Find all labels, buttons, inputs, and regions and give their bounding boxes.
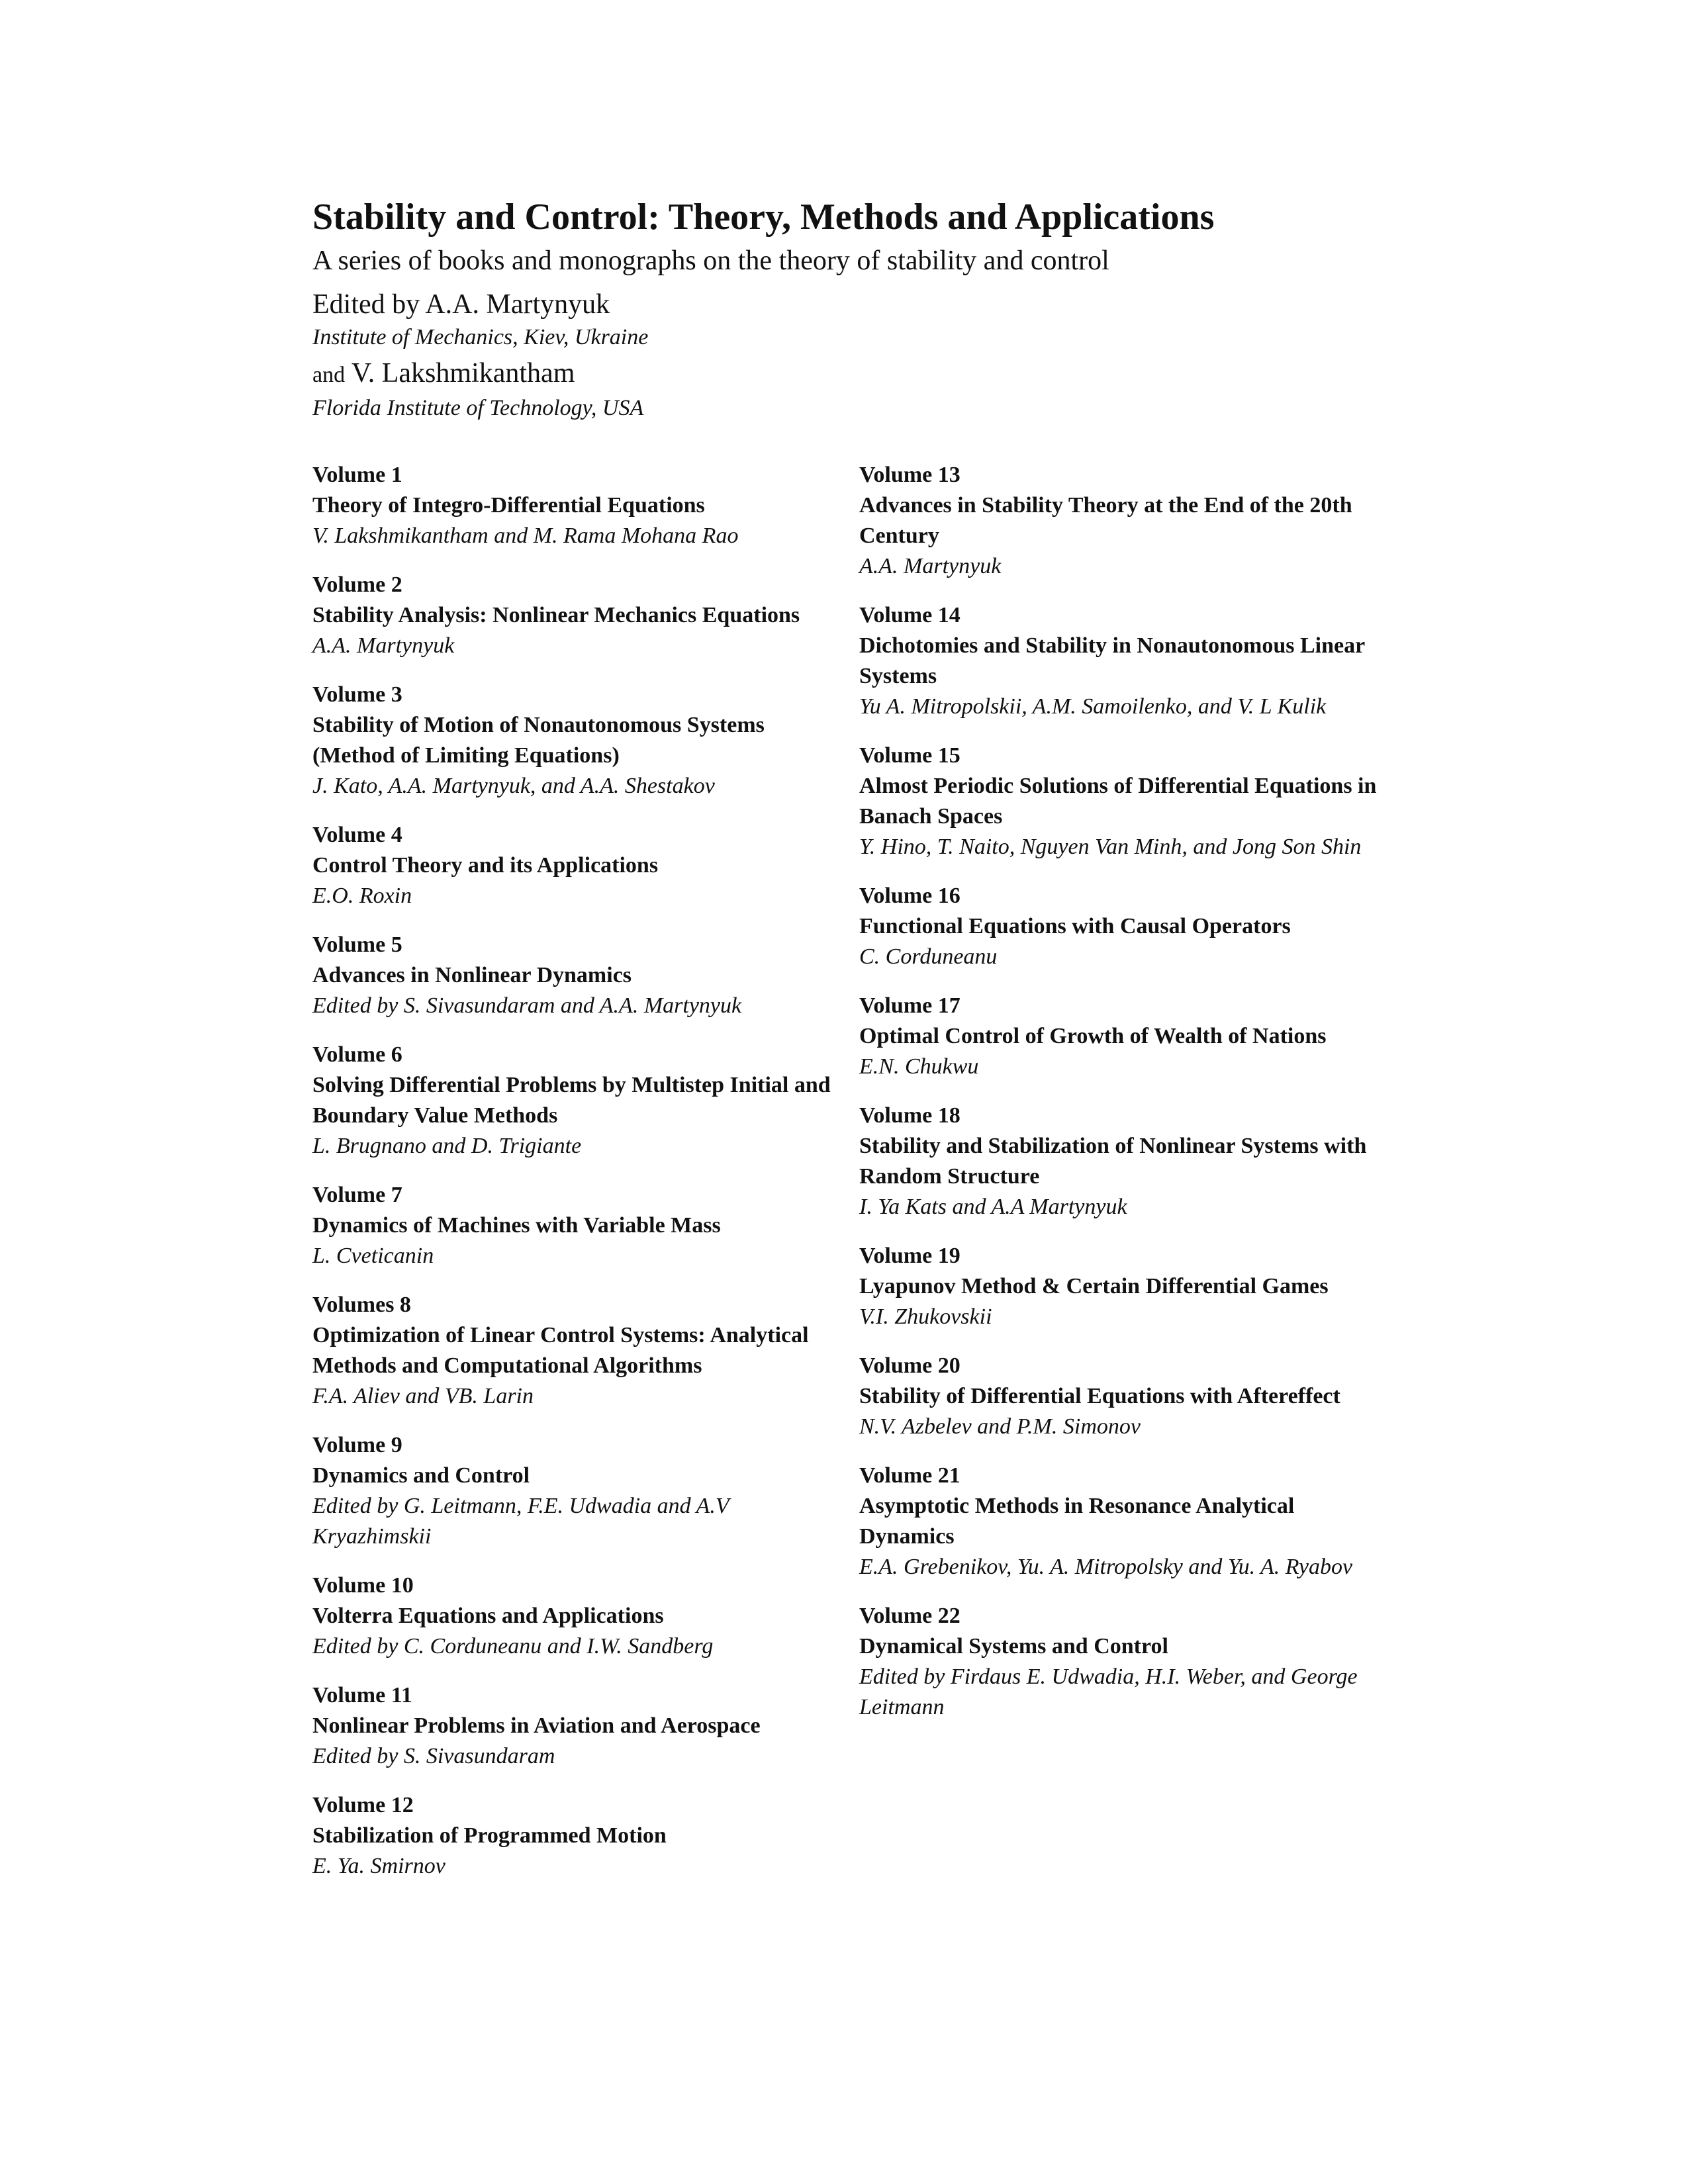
volume-entry — [312, 930, 842, 1021]
volume-entry — [312, 460, 842, 551]
volume-title: Nonlinear Problems in Aviation and Aerospace — [312, 1713, 761, 1738]
volume-authors: Edited by Firdaus E. Udwadia, H.I. Weber, and George Leitmann — [859, 1664, 1358, 1719]
series-title: Stability and Control: Theory, Methods and Applications — [312, 197, 1215, 238]
volume-authors: Edited by C. Corduneanu and I.W. Sandberg — [312, 1634, 714, 1659]
volume-authors: L. Cveticanin — [312, 1244, 434, 1268]
editor-1-prefix: Edited by — [312, 289, 420, 320]
volume-authors: E.O. Roxin — [312, 884, 412, 908]
volume-authors: Yu A. Mitropolskii, A.M. Samoilenko, and V. L Kulik — [859, 694, 1327, 719]
volume-title: Stability and Stabilization of Nonlinear Systems with Random Structure — [859, 1134, 1367, 1189]
editor-1 — [312, 287, 1438, 322]
volume-label: Volume 19 — [859, 1244, 961, 1268]
volume-label: Volume 2 — [312, 572, 402, 597]
volume-authors: C. Corduneanu — [859, 944, 998, 969]
volume-authors: N.V. Azbelev and P.M. Simonov — [859, 1414, 1141, 1439]
volume-entry — [312, 1290, 842, 1412]
volume-entry — [859, 881, 1389, 972]
volume-authors: V. Lakshmikantham and M. Rama Mohana Rao — [312, 523, 739, 548]
volume-authors: E.A. Grebenikov, Yu. A. Mitropolsky and Yu. A. Ryabov — [859, 1555, 1353, 1579]
volume-authors: V.I. Zhukovskii — [859, 1304, 992, 1329]
volume-entry — [859, 991, 1389, 1082]
volume-entry — [312, 680, 842, 801]
editor-2 — [312, 356, 1438, 392]
volume-title: Volterra Equations and Applications — [312, 1604, 664, 1628]
volume-label: Volume 12 — [312, 1793, 414, 1817]
volume-label: Volume 22 — [859, 1604, 961, 1628]
volume-authors: L. Brugnano and D. Trigiante — [312, 1134, 582, 1158]
volume-entry — [859, 600, 1389, 722]
volume-label: Volume 18 — [859, 1103, 961, 1128]
volume-label: Volume 20 — [859, 1353, 961, 1378]
volume-entry — [312, 1570, 842, 1662]
volume-title: Advances in Nonlinear Dynamics — [312, 963, 632, 987]
volume-entry — [312, 820, 842, 911]
volume-label: Volume 17 — [859, 993, 961, 1018]
volume-authors: E. Ya. Smirnov — [312, 1854, 445, 1878]
volume-entry — [312, 1040, 842, 1161]
editor-2-name: V. Lakshmikantham — [351, 358, 575, 388]
volume-authors: I. Ya Kats and A.A Martynyuk — [859, 1195, 1127, 1219]
volume-label: Volume 1 — [312, 463, 402, 487]
volume-entry — [312, 1680, 842, 1772]
editor-1-name: A.A. Martynyuk — [425, 289, 610, 320]
volume-entry — [859, 460, 1389, 582]
volume-label: Volume 7 — [312, 1183, 402, 1207]
volume-entry — [859, 1101, 1389, 1222]
volume-entry — [312, 1180, 842, 1271]
volume-authors: Edited by S. Sivasundaram — [312, 1744, 555, 1768]
volume-authors: E.N. Chukwu — [859, 1054, 979, 1079]
volume-authors: F.A. Aliev and VB. Larin — [312, 1384, 534, 1408]
volume-title: Optimal Control of Growth of Wealth of Nations — [859, 1024, 1327, 1048]
volume-title: Stability Analysis: Nonlinear Mechanics Equations — [312, 603, 800, 627]
volume-authors: A.A. Martynyuk — [312, 633, 455, 658]
volume-label: Volume 3 — [312, 682, 402, 707]
volume-label: Volume 4 — [312, 823, 402, 847]
volume-label: Volumes 8 — [312, 1293, 411, 1317]
volume-authors: Y. Hino, T. Naito, Nguyen Van Minh, and Jong Son Shin — [859, 835, 1362, 859]
volume-label: Volume 16 — [859, 884, 961, 908]
volume-label: Volume 21 — [859, 1463, 961, 1488]
volume-authors: A.A. Martynyuk — [859, 554, 1002, 578]
volume-title: Dynamics and Control — [312, 1463, 530, 1488]
volume-title: Stability of Motion of Nonautonomous Systems (Method of Limiting Equations) — [312, 713, 765, 768]
volume-title: Control Theory and its Applications — [312, 853, 659, 878]
volume-title: Theory of Integro-Differential Equations — [312, 493, 705, 518]
volume-title: Asymptotic Methods in Resonance Analytical Dynamics — [859, 1494, 1295, 1549]
volume-title: Lyapunov Method & Certain Differential Games — [859, 1274, 1329, 1298]
editor-1-affiliation: Institute of Mechanics, Kiev, Ukraine — [312, 325, 649, 349]
volume-label: Volume 13 — [859, 463, 961, 487]
volume-title: Dynamical Systems and Control — [859, 1634, 1168, 1659]
volume-entry — [859, 1461, 1389, 1582]
editor-2-affiliation: Florida Institute of Technology, USA — [312, 396, 644, 420]
volume-list-left — [312, 460, 842, 1900]
volume-authors: Edited by G. Leitmann, F.E. Udwadia and A.V Kryazhimskii — [312, 1494, 729, 1549]
volume-title: Optimization of Linear Control Systems: Analytical Methods and Computational Algorithms — [312, 1323, 809, 1378]
volume-entry — [859, 1241, 1389, 1332]
series-subtitle: A series of books and monographs on the theory of stability and control — [312, 246, 1109, 276]
volume-entry — [859, 1351, 1389, 1442]
volume-entry — [312, 570, 842, 661]
volume-title: Advances in Stability Theory at the End of the 20th Century — [859, 493, 1352, 548]
volume-title: Solving Differential Problems by Multistep Initial and Boundary Value Methods — [312, 1073, 831, 1128]
volume-authors: J. Kato, A.A. Martynyuk, and A.A. Shestakov — [312, 774, 715, 798]
editor-2-prefix: and — [312, 363, 346, 387]
volume-label: Volume 11 — [312, 1683, 412, 1707]
volume-title: Stability of Differential Equations with Aftereffect — [859, 1384, 1340, 1408]
volume-label: Volume 6 — [312, 1042, 402, 1067]
volume-list-right — [859, 460, 1389, 1741]
volume-label: Volume 5 — [312, 933, 402, 957]
volume-title: Stabilization of Programmed Motion — [312, 1823, 667, 1848]
volume-title: Dichotomies and Stability in Nonautonomous Linear Systems — [859, 633, 1365, 688]
volume-label: Volume 15 — [859, 743, 961, 768]
volume-entry — [312, 1430, 842, 1552]
volume-entry — [859, 1601, 1389, 1723]
volume-label: Volume 14 — [859, 603, 961, 627]
series-header — [312, 193, 1438, 423]
volume-authors: Edited by S. Sivasundaram and A.A. Martynyuk — [312, 993, 742, 1018]
volume-entry — [859, 741, 1389, 862]
volume-title: Dynamics of Machines with Variable Mass — [312, 1213, 721, 1238]
volume-title: Almost Periodic Solutions of Differential Equations in Banach Spaces — [859, 774, 1377, 829]
volume-label: Volume 10 — [312, 1573, 414, 1598]
volume-entry — [312, 1790, 842, 1882]
volume-label: Volume 9 — [312, 1433, 402, 1457]
volume-title: Functional Equations with Causal Operators — [859, 914, 1291, 938]
